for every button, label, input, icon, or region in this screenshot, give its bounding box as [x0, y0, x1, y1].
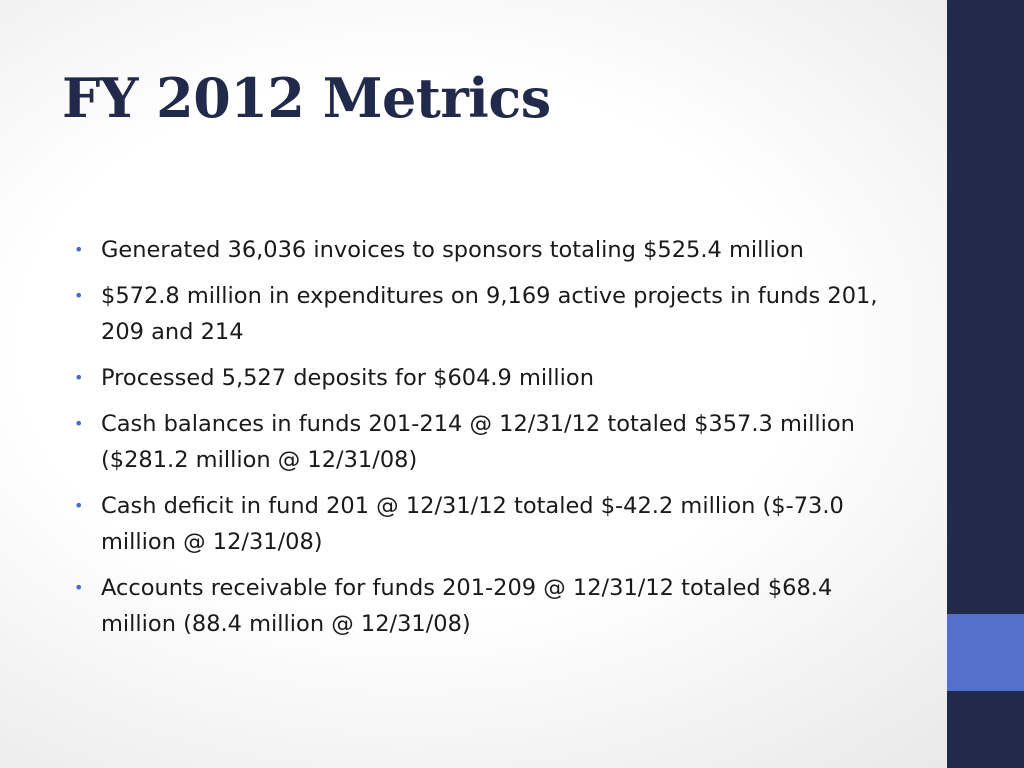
- slide-title: FY 2012 Metrics: [62, 66, 551, 130]
- bullet-text: Cash deficit in fund 201 @ 12/31/12 totaled $-42.2 million ($-73.0 million @ 12/31/08): [101, 493, 844, 555]
- bullet-item: [74, 232, 894, 268]
- bullet-text: Processed 5,527 deposits for $604.9 million: [101, 365, 594, 391]
- bullet-item: [74, 488, 894, 560]
- bullet-dot-icon: •: [74, 414, 84, 433]
- bullet-text: Accounts receivable for funds 201-209 @ 12/31/12 totaled $68.4 million (88.4 million @ 12/31/08): [101, 575, 833, 637]
- bullet-dot-icon: •: [74, 286, 84, 305]
- bullet-dot-icon: •: [74, 368, 84, 387]
- bullet-dot-icon: •: [74, 240, 84, 259]
- bullet-item: [74, 406, 894, 478]
- bullet-item: [74, 278, 894, 350]
- bullet-dot-icon: •: [74, 496, 84, 515]
- bullet-text: Cash balances in funds 201-214 @ 12/31/12 totaled $357.3 million ($281.2 million @ 12/31/08): [101, 411, 855, 473]
- bullet-item: [74, 570, 894, 642]
- sidebar-bar: [947, 0, 1024, 768]
- bullet-text: $572.8 million in expenditures on 9,169 active projects in funds 201, 209 and 214: [101, 283, 878, 345]
- bullet-item: [74, 360, 894, 396]
- bullet-dot-icon: •: [74, 578, 84, 597]
- bullet-list: [74, 232, 894, 652]
- bullet-text: Generated 36,036 invoices to sponsors totaling $525.4 million: [101, 237, 804, 263]
- sidebar-accent-block: [947, 614, 1024, 691]
